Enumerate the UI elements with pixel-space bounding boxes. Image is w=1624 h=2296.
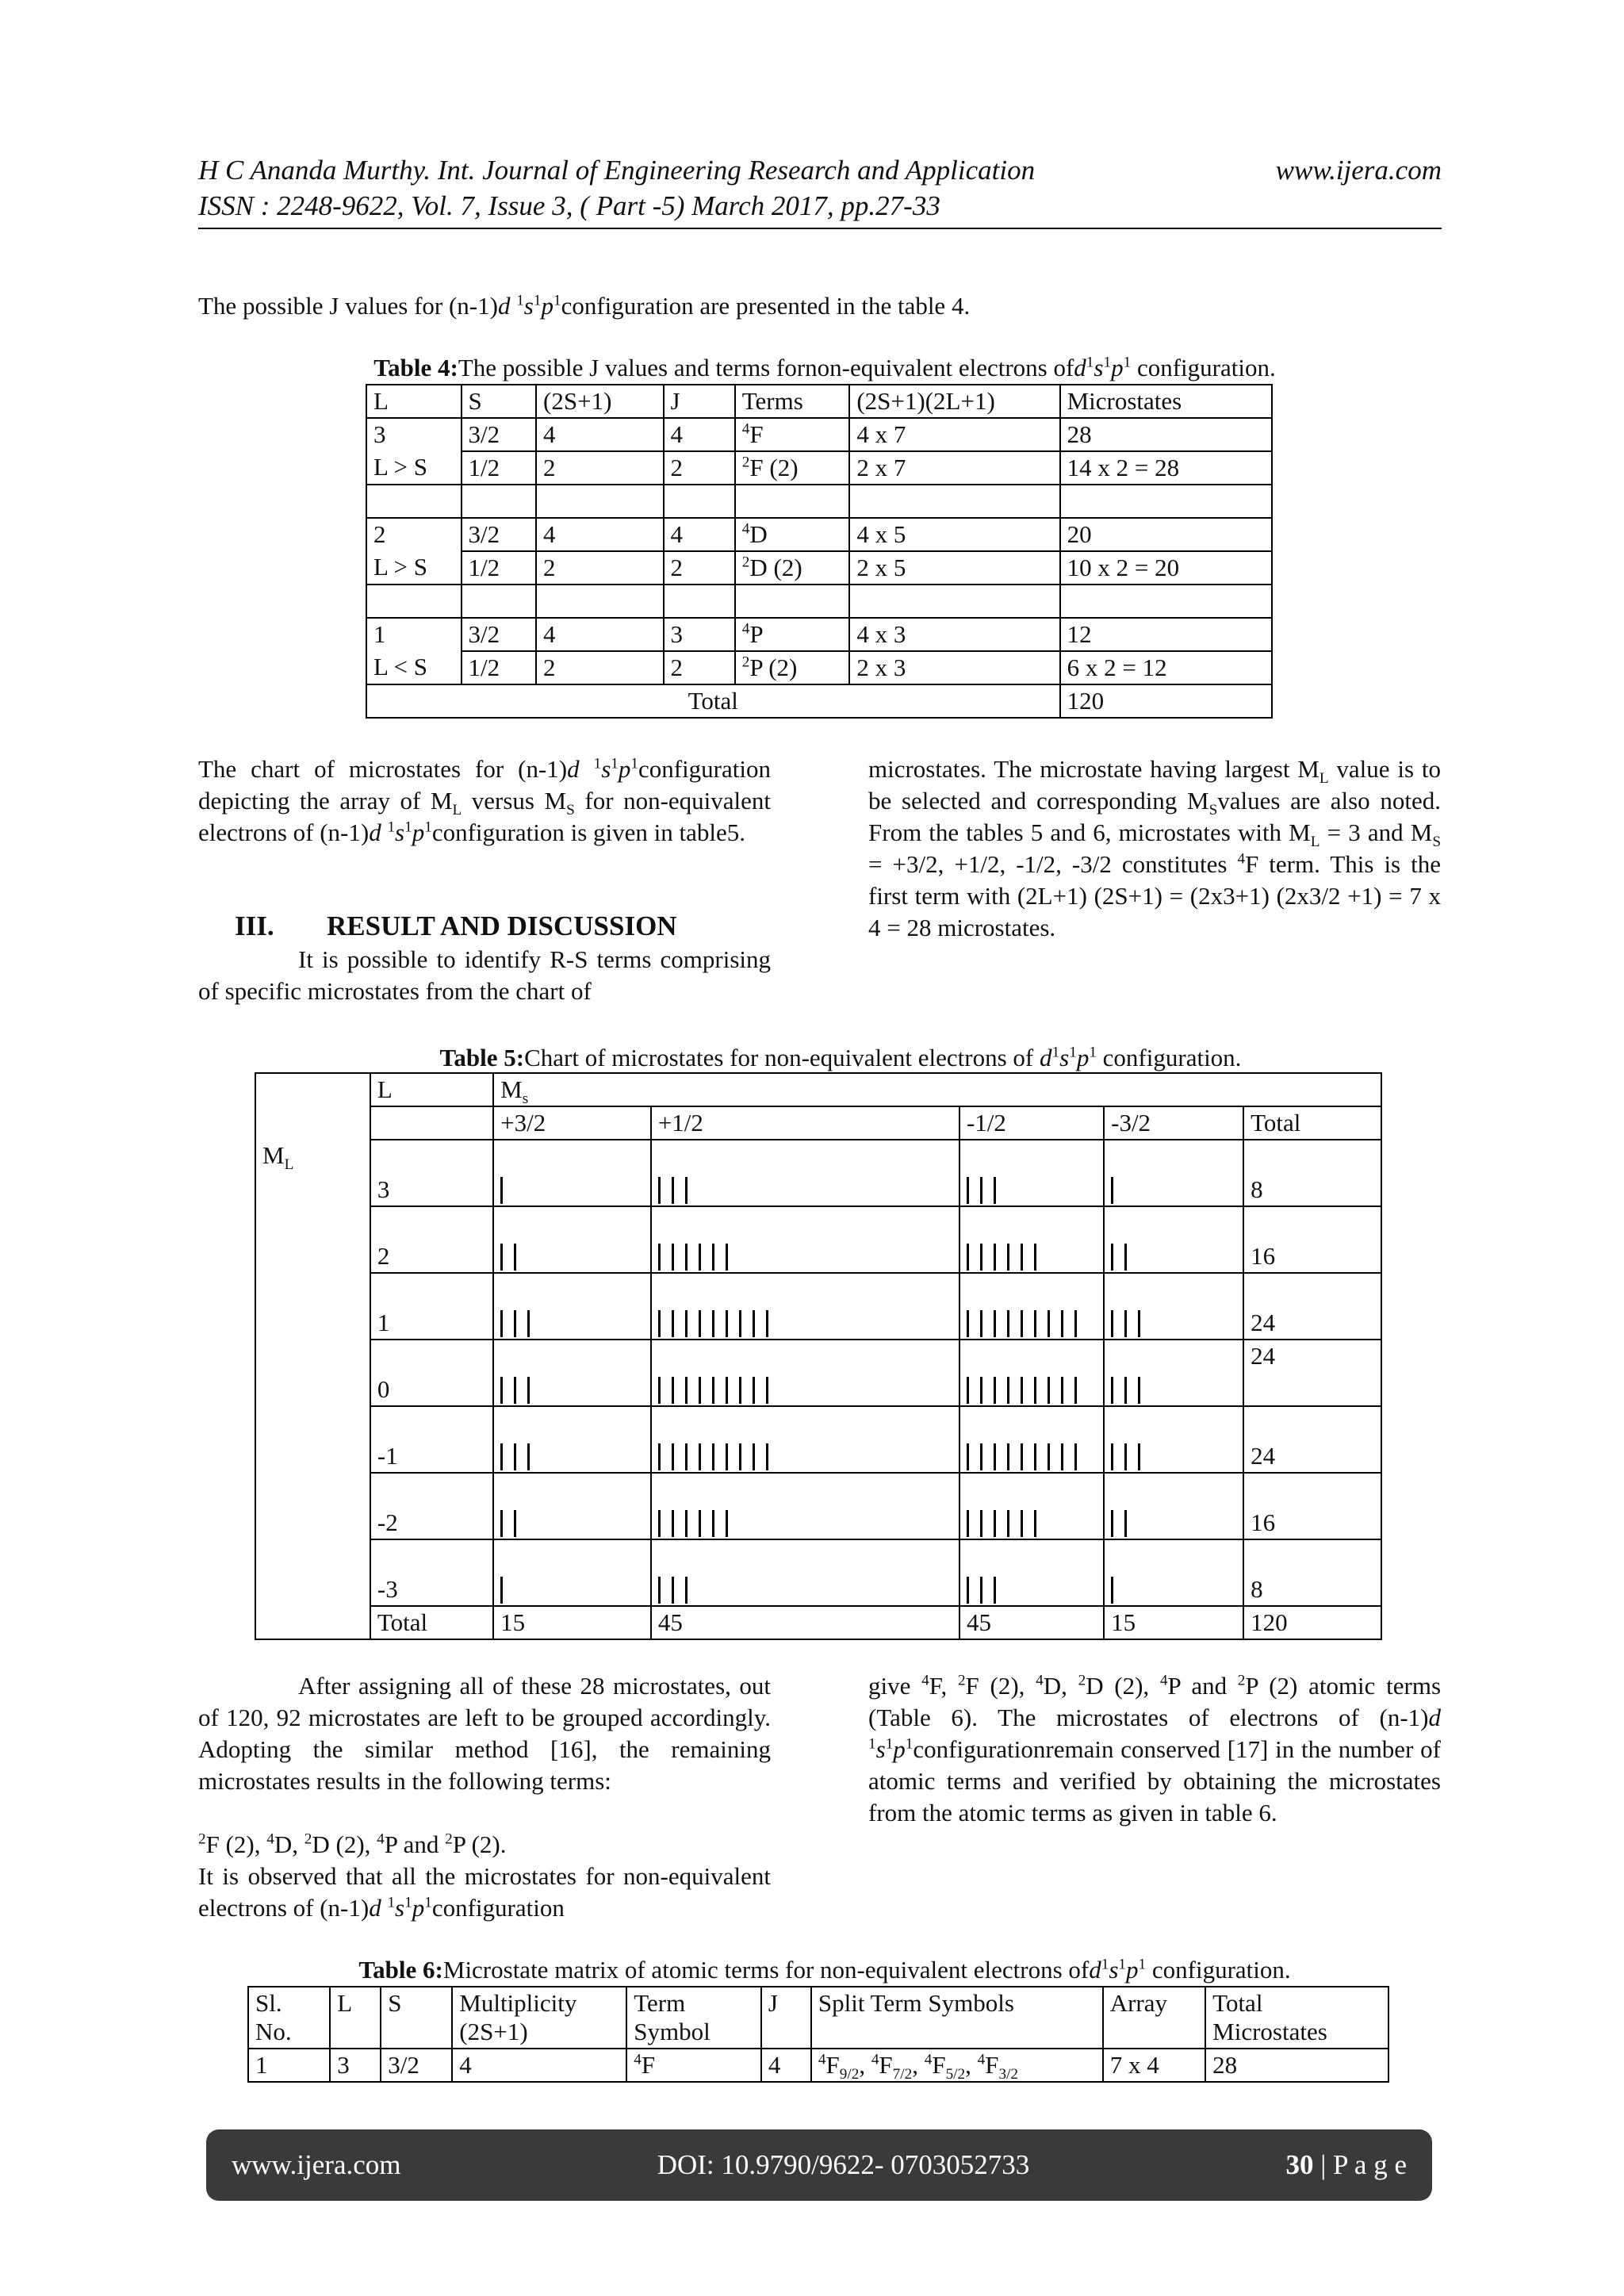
microstate-tick — [1111, 1577, 1113, 1604]
table6-caption: Table 6:Microstate matrix of atomic terms for non-equivalent electrons $ofd^1s^1p^1$ configuration. — [358, 1956, 1291, 1984]
table4-spacer-row — [366, 485, 1272, 518]
microstate-tick — [1124, 1510, 1127, 1537]
microstate-tick — [514, 1510, 516, 1537]
table5-row-total: 8 — [1243, 1140, 1381, 1206]
microstate-tick — [685, 1310, 688, 1337]
table4-header-cell: Microstates — [1060, 385, 1272, 418]
microstate-tick — [685, 1577, 688, 1604]
microstate-tick — [1138, 1310, 1140, 1337]
microstate-tick — [699, 1510, 701, 1537]
microstate-tick — [994, 1177, 996, 1204]
microstate-tick — [994, 1510, 996, 1537]
microstate-tick — [1034, 1377, 1036, 1404]
table5-microstate-bars — [959, 1473, 1104, 1539]
table4-header-cell: J — [664, 385, 735, 418]
table6-mult: 4 — [452, 2049, 626, 2082]
table5-L-header: L — [370, 1073, 493, 1106]
microstate-tick — [1048, 1443, 1050, 1470]
table5-col-header: -1/2 — [959, 1106, 1104, 1140]
remaining-terms-line: $^2$F (2), $^4$D, $^2$D (2), $^4$P and $^2$P (2). — [198, 1830, 507, 1858]
microstate-tick — [1021, 1244, 1023, 1271]
microstate-tick — [967, 1377, 969, 1404]
footer-website[interactable]: www.ijera.com — [232, 2149, 401, 2180]
table4-L: 1 — [366, 618, 462, 651]
microstate-tick — [1034, 1443, 1036, 1470]
microstate-tick — [658, 1443, 661, 1470]
microstate-tick — [967, 1510, 969, 1537]
table5-microstate-bars — [493, 1206, 651, 1273]
table5-microstate-bars — [959, 1206, 1104, 1273]
microstate-tick — [1007, 1377, 1009, 1404]
table5-row-total: 24 — [1243, 1340, 1381, 1406]
microstate-tick — [1034, 1510, 1036, 1537]
table5-row — [255, 1539, 1381, 1606]
table5-microstate-bars — [493, 1273, 651, 1340]
microstate-tick — [1124, 1310, 1127, 1337]
table5-L-value: 3 — [370, 1140, 493, 1206]
microstate-tick — [1138, 1443, 1140, 1470]
table5-microstate-bars — [651, 1340, 959, 1406]
table5-microstate-bars — [493, 1340, 651, 1406]
microstate-tick — [1034, 1244, 1036, 1271]
microstate-tick — [766, 1443, 768, 1470]
microstate-tick — [500, 1310, 503, 1337]
table6-array: 7 x 4 — [1103, 2049, 1205, 2082]
table6-header-cell: J — [761, 1987, 811, 2049]
microstate-tick — [712, 1310, 714, 1337]
table5-microstate-bars — [1104, 1406, 1243, 1473]
table4-product: 2 x 7 — [849, 451, 1059, 485]
table5-microstate-bars — [959, 1539, 1104, 1606]
table4-term: $^2$P (2) — [735, 651, 850, 684]
table5-microstate-bars — [1104, 1273, 1243, 1340]
microstate-tick — [658, 1310, 661, 1337]
microstate-tick — [500, 1443, 503, 1470]
microstate-tick — [994, 1244, 996, 1271]
table5-microstate-bars — [651, 1473, 959, 1539]
microstate-tick — [672, 1244, 674, 1271]
microstate-tick — [527, 1377, 530, 1404]
microstate-tick — [500, 1577, 503, 1604]
journal-website[interactable]: www.ijera.com — [1275, 155, 1442, 186]
microstate-tick — [672, 1443, 674, 1470]
table4-microstates: 20 — [1060, 518, 1272, 551]
microstate-tick — [967, 1577, 969, 1604]
microstate-tick — [980, 1577, 982, 1604]
table4-S: 1/2 — [462, 551, 536, 585]
table5-microstate-bars — [493, 1473, 651, 1539]
microstate-tick — [1124, 1443, 1127, 1470]
left-paragraph-1: The chart of microstates for (n-1)d $^1s^1p^1configuration$ depicting the array of $M_L$ versus $M_S$ for non-equivalent electrons of (n-1)d $^1s^1p^1configuration$ is given in table5. — [198, 755, 772, 846]
table4-term: $^2$F (2) — [735, 451, 850, 485]
microstate-tick — [967, 1177, 969, 1204]
microstate-tick — [753, 1443, 755, 1470]
microstate-tick — [699, 1244, 701, 1271]
table6-header-cell: Term Symbol — [626, 1987, 761, 2049]
table6-J: 4 — [761, 2049, 811, 2082]
microstate-tick — [658, 1510, 661, 1537]
microstate-tick — [1074, 1377, 1077, 1404]
table4-product: 2 x 3 — [849, 651, 1059, 684]
table5-microstate-bars — [651, 1539, 959, 1606]
table4-J: 2 — [664, 551, 735, 585]
table5-col-header: +3/2 — [493, 1106, 651, 1140]
microstate-tick — [672, 1577, 674, 1604]
table5-microstate-bars — [1104, 1539, 1243, 1606]
table5-microstate-bars — [1104, 1340, 1243, 1406]
table5-row — [255, 1406, 1381, 1473]
table4-term: $^4$F — [735, 418, 850, 451]
microstate-tick — [712, 1244, 714, 1271]
table5-microstate-bars — [651, 1406, 959, 1473]
table4-condition: L < S — [366, 651, 462, 684]
table4-L: 3 — [366, 418, 462, 451]
table5-Ms-header: $M_s$ — [493, 1073, 1381, 1106]
microstate-tick — [685, 1244, 688, 1271]
table4-microstates: 14 x 2 = 28 — [1060, 451, 1272, 485]
issn-line: ISSN : 2248-9622, Vol. 7, Issue 3, ( Part -5) March 2017, pp.27-33 — [198, 190, 940, 221]
microstate-tick — [514, 1443, 516, 1470]
table4-S: 3/2 — [462, 418, 536, 451]
microstate-tick — [994, 1577, 996, 1604]
table6-split-terms: $^4F_{9/2}$, $^4F_{7/2}$, $^4F_{5/2}$, $^4F_{3/2}$ — [811, 2049, 1103, 2082]
table6-sl: 1 — [248, 2049, 330, 2082]
table5-total-cell: 15 — [1104, 1606, 1243, 1639]
table6-header-cell: Total Microstates — [1205, 1987, 1388, 2049]
microstate-tick — [753, 1310, 755, 1337]
table6 — [247, 1986, 1389, 2083]
microstate-tick — [1007, 1510, 1009, 1537]
table5-row — [255, 1140, 1381, 1206]
footer-doi: DOI: 10.9790/9622- 0703052733 — [657, 2149, 1030, 2180]
table6-header-cell: Sl. No. — [248, 1987, 330, 2049]
microstate-tick — [1074, 1443, 1077, 1470]
microstate-tick — [514, 1244, 516, 1271]
table5-total-cell: 45 — [959, 1606, 1104, 1639]
microstate-tick — [1061, 1310, 1063, 1337]
table6-header-cell: Multiplicity (2S+1) — [452, 1987, 626, 2049]
table5-microstate-bars — [959, 1273, 1104, 1340]
microstate-tick — [1021, 1377, 1023, 1404]
microstate-tick — [739, 1310, 741, 1337]
table4-mult: 4 — [536, 618, 663, 651]
microstate-tick — [1138, 1377, 1140, 1404]
microstate-tick — [1111, 1310, 1113, 1337]
header-rule — [198, 228, 1442, 229]
table6-total: 28 — [1205, 2049, 1388, 2082]
microstate-tick — [658, 1244, 661, 1271]
microstate-tick — [712, 1443, 714, 1470]
microstate-tick — [500, 1244, 503, 1271]
right-paragraph-2: give $^4$F, $^2$F (2), $^4$D, $^2$D (2), $^4$P and $^2$P (2) atomic terms (Table 6). The microstates of electrons of (n-1)d $^1s^1p^1configurationremain$ conserved [17] in the number of atomic terms and verified by obtaining the microstates from the atomic terms as given in table 6. — [868, 1672, 1442, 1826]
table4-condition: L > S — [366, 451, 462, 485]
microstate-tick — [994, 1310, 996, 1337]
table4-microstates: 6 x 2 = 12 — [1060, 651, 1272, 684]
table5-row — [255, 1340, 1381, 1406]
left-paragraph-4: It is observed that all the microstates for non-equivalent electrons of (n-1)d $^1s^1p^1configuration$ — [198, 1862, 771, 1922]
microstate-tick — [1021, 1310, 1023, 1337]
table4-term: $^4$P — [735, 618, 850, 651]
microstate-tick — [712, 1377, 714, 1404]
table5-microstate-bars — [651, 1206, 959, 1273]
table5-microstate-bars — [1104, 1140, 1243, 1206]
table5-ML-label: $M_L$ — [255, 1140, 370, 1206]
table5-row-total: 24 — [1243, 1406, 1381, 1473]
microstate-tick — [980, 1377, 982, 1404]
microstate-tick — [766, 1310, 768, 1337]
journal-citation: H C Ananda Murthy. Int. Journal of Engineering Research and Application — [198, 155, 1036, 186]
microstate-tick — [685, 1510, 688, 1537]
table4-header-cell: (2S+1)(2L+1) — [849, 385, 1059, 418]
table4-product: 4 x 3 — [849, 618, 1059, 651]
table4-product: 4 x 7 — [849, 418, 1059, 451]
table5-total-cell: Total — [370, 1606, 493, 1639]
microstate-tick — [766, 1377, 768, 1404]
table4-header-cell: L — [366, 385, 462, 418]
table4-S: 3/2 — [462, 618, 536, 651]
table4-spacer-row — [366, 585, 1272, 618]
microstate-tick — [712, 1510, 714, 1537]
table5-microstate-bars — [1104, 1206, 1243, 1273]
table4-microstates: 12 — [1060, 618, 1272, 651]
table4-header-row — [366, 385, 1272, 418]
table5-L-value: -1 — [370, 1406, 493, 1473]
microstate-tick — [1007, 1244, 1009, 1271]
table4-J: 3 — [664, 618, 735, 651]
table4-product: 4 x 5 — [849, 518, 1059, 551]
microstate-tick — [726, 1244, 728, 1271]
table4-row — [366, 518, 1272, 551]
table5-row — [255, 1206, 1381, 1273]
table4-mult: 4 — [536, 518, 663, 551]
table5-col-header: +1/2 — [651, 1106, 959, 1140]
microstate-tick — [672, 1310, 674, 1337]
table5-L-value: -2 — [370, 1473, 493, 1539]
table5-col-header: Total — [1243, 1106, 1381, 1140]
table5-microstate-bars — [493, 1539, 651, 1606]
table6-S: 3/2 — [381, 2049, 452, 2082]
microstate-tick — [980, 1177, 982, 1204]
table4-J: 4 — [664, 418, 735, 451]
intro-paragraph: The possible J values for (n-1)d $^1s^1p^1configuration$ are presented in the table 4. — [198, 292, 971, 320]
microstate-tick — [726, 1377, 728, 1404]
microstate-tick — [967, 1310, 969, 1337]
microstate-tick — [1111, 1177, 1113, 1204]
table4-row — [366, 618, 1272, 651]
table6-header-cell: Split Term Symbols — [811, 1987, 1103, 2049]
table5-total-cell: 15 — [493, 1606, 651, 1639]
microstate-tick — [1007, 1310, 1009, 1337]
microstate-tick — [967, 1443, 969, 1470]
table4 — [366, 384, 1273, 719]
table4-condition: L > S — [366, 551, 462, 585]
table5-L-value: 1 — [370, 1273, 493, 1340]
table4-header-cell: (2S+1) — [536, 385, 663, 418]
table4-J: 4 — [664, 518, 735, 551]
microstate-tick — [1007, 1443, 1009, 1470]
page-number: 30 | P a g e — [1285, 2149, 1407, 2180]
table4-S: 1/2 — [462, 651, 536, 684]
table5-col-header: -3/2 — [1104, 1106, 1243, 1140]
table6-term: $^4$F — [626, 2049, 761, 2082]
microstate-tick — [1034, 1310, 1036, 1337]
table5-microstate-bars — [651, 1273, 959, 1340]
microstate-tick — [1111, 1244, 1113, 1271]
table5-L-value: -3 — [370, 1539, 493, 1606]
microstate-tick — [726, 1443, 728, 1470]
microstate-tick — [672, 1377, 674, 1404]
microstate-tick — [658, 1377, 661, 1404]
microstate-tick — [685, 1377, 688, 1404]
microstate-tick — [967, 1244, 969, 1271]
microstate-tick — [1111, 1510, 1113, 1537]
table4-header-cell: Terms — [735, 385, 850, 418]
left-paragraph-2: It is possible to identify R-S terms comprising of specific microstates from the chart of — [198, 945, 771, 1005]
table4-L: 2 — [366, 518, 462, 551]
microstate-tick — [658, 1577, 661, 1604]
microstate-tick — [699, 1377, 701, 1404]
table5-total-cell: 45 — [651, 1606, 959, 1639]
table5-total-cell: 120 — [1243, 1606, 1381, 1639]
table6-header-cell: S — [381, 1987, 452, 2049]
table4-microstates: 10 x 2 = 20 — [1060, 551, 1272, 585]
microstate-tick — [699, 1443, 701, 1470]
microstate-tick — [514, 1377, 516, 1404]
table4-caption: Table 4:The possible J values and terms fornon-equivalent electrons $ofd^1s^1p^1$ configuration. — [373, 354, 1276, 381]
microstate-tick — [500, 1177, 503, 1204]
table4-row — [366, 551, 1272, 585]
table5-total-row — [255, 1606, 1381, 1639]
table5 — [255, 1072, 1382, 1640]
microstate-tick — [500, 1510, 503, 1537]
page-footer — [206, 2129, 1432, 2201]
microstate-tick — [726, 1310, 728, 1337]
table4-row — [366, 418, 1272, 451]
table5-L-value: 2 — [370, 1206, 493, 1273]
microstate-tick — [994, 1443, 996, 1470]
table6-L: 3 — [330, 2049, 381, 2082]
table5-L-value: 0 — [370, 1340, 493, 1406]
table4-total-row — [366, 684, 1272, 718]
microstate-tick — [1124, 1377, 1127, 1404]
microstate-tick — [980, 1310, 982, 1337]
microstate-tick — [500, 1377, 503, 1404]
microstate-tick — [1048, 1310, 1050, 1337]
microstate-tick — [527, 1443, 530, 1470]
table4-mult: 4 — [536, 418, 663, 451]
table5-microstate-bars — [651, 1140, 959, 1206]
table5-microstate-bars — [959, 1340, 1104, 1406]
microstate-tick — [980, 1244, 982, 1271]
table4-microstates: 28 — [1060, 418, 1272, 451]
table5-row-total: 24 — [1243, 1273, 1381, 1340]
section-heading: III. RESULT AND DISCUSSION — [235, 910, 677, 941]
table5-header-row — [255, 1073, 1381, 1106]
microstate-tick — [685, 1177, 688, 1204]
table4-mult: 2 — [536, 651, 663, 684]
table5-microstate-bars — [493, 1140, 651, 1206]
table5-microstate-bars — [959, 1406, 1104, 1473]
table5-row — [255, 1273, 1381, 1340]
microstate-tick — [1048, 1377, 1050, 1404]
microstate-tick — [672, 1510, 674, 1537]
microstate-tick — [527, 1310, 530, 1337]
microstate-tick — [658, 1177, 661, 1204]
left-paragraph-3: After assigning all of these 28 microstates, out of 120, 92 microstates are left to be grouped accordingly. Adopting the similar method [16], the remaining microstates results in the following terms: — [198, 1672, 771, 1795]
microstate-tick — [1111, 1443, 1113, 1470]
table5-row-total: 16 — [1243, 1473, 1381, 1539]
table4-term: $^4$D — [735, 518, 850, 551]
table4-mult: 2 — [536, 451, 663, 485]
table5-subheader-row — [255, 1106, 1381, 1140]
table4-J: 2 — [664, 451, 735, 485]
running-header — [198, 152, 1442, 224]
table4-header-cell: S — [462, 385, 536, 418]
table4-total-label: Total — [366, 684, 1060, 718]
table4-S: 3/2 — [462, 518, 536, 551]
table6-header-cell: Array — [1103, 1987, 1205, 2049]
microstate-tick — [685, 1443, 688, 1470]
microstate-tick — [1124, 1244, 1127, 1271]
microstate-tick — [980, 1443, 982, 1470]
table4-term: $^2$D (2) — [735, 551, 850, 585]
microstate-tick — [739, 1377, 741, 1404]
table4-S: 1/2 — [462, 451, 536, 485]
table4-mult: 2 — [536, 551, 663, 585]
table5-caption: Table 5:Chart of microstates for non-equivalent electrons of $d^1s^1p^1$ configuration. — [439, 1044, 1242, 1071]
table4-total-value: 120 — [1060, 684, 1272, 718]
table5-row-total: 8 — [1243, 1539, 1381, 1606]
table5-microstate-bars — [1104, 1473, 1243, 1539]
table4-row — [366, 651, 1272, 684]
microstate-tick — [1111, 1377, 1113, 1404]
microstate-tick — [1021, 1510, 1023, 1537]
table5-microstate-bars — [959, 1140, 1104, 1206]
microstate-tick — [1061, 1443, 1063, 1470]
microstate-tick — [699, 1310, 701, 1337]
table4-J: 2 — [664, 651, 735, 684]
table5-row-total: 16 — [1243, 1206, 1381, 1273]
microstate-tick — [739, 1443, 741, 1470]
microstate-tick — [994, 1377, 996, 1404]
table5-row — [255, 1473, 1381, 1539]
microstate-tick — [672, 1177, 674, 1204]
microstate-tick — [1061, 1377, 1063, 1404]
microstate-tick — [726, 1510, 728, 1537]
table6-row — [248, 2049, 1388, 2082]
right-paragraph-1: microstates. The microstate having largest $M_L$ value is to be selected and corresponding $M_Svalues$ are also noted. From the tables 5 and 6, microstates with $M_L = 3$ and $M_S = +3/2$, +1/2, -1/2, -3/2 constitutes $^4$F term. This is the first term with (2L+1) (2S+1) = (2x3+1) (2x3/2 +1) = 7 x 4 = 28 microstates. — [868, 755, 1441, 941]
table6-header-row — [248, 1987, 1388, 2049]
microstate-tick — [1074, 1310, 1077, 1337]
table4-row — [366, 451, 1272, 485]
microstate-tick — [1021, 1443, 1023, 1470]
table5-microstate-bars — [493, 1406, 651, 1473]
microstate-tick — [514, 1310, 516, 1337]
microstate-tick — [753, 1377, 755, 1404]
table6-header-cell: L — [330, 1987, 381, 2049]
microstate-tick — [980, 1510, 982, 1537]
table4-product: 2 x 5 — [849, 551, 1059, 585]
